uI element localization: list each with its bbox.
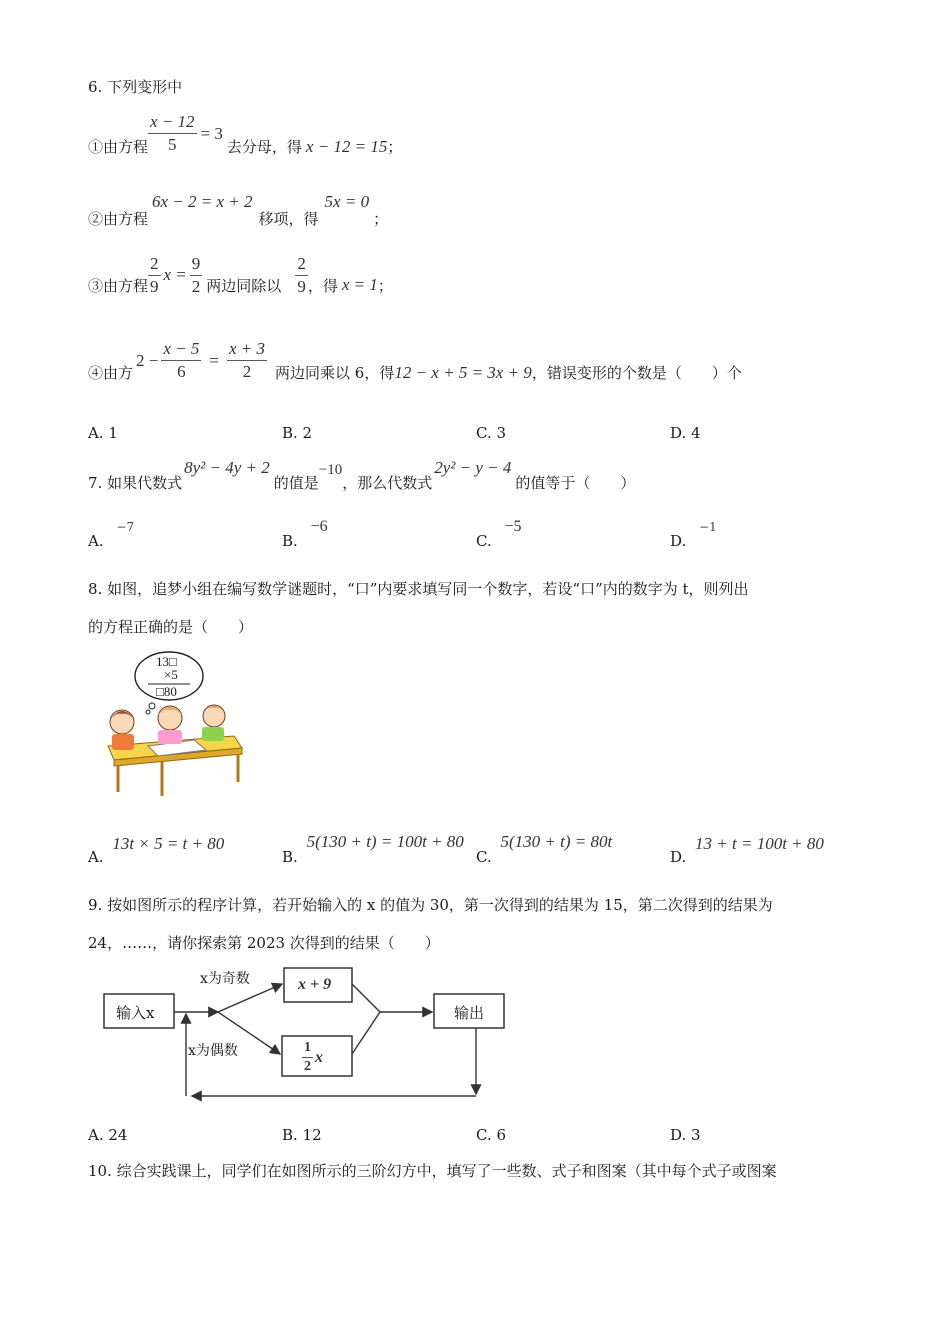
q9-even-var: x — [315, 1048, 323, 1066]
q6-item3-prefix: ③由方程 — [88, 276, 149, 295]
q7-pre: 7. 如果代数式 — [88, 474, 183, 492]
q8-bubble-line3: □80 — [156, 684, 177, 699]
q6-item3-frac2 — [190, 254, 203, 296]
q8-option-a[interactable] — [88, 834, 224, 866]
q6-stem: 6. 下列变形中 — [88, 78, 183, 96]
q8-option-c-value: 5(130 + t) = 80t — [500, 832, 613, 851]
q7-stem — [88, 458, 635, 493]
q6-item3-frac1 — [148, 254, 161, 296]
q6-item1-prefix: ①由方程 — [88, 138, 149, 156]
q9-odd-box: x + 9 — [298, 976, 332, 993]
q6-item3-mid2: ，得 — [307, 276, 338, 295]
q7-option-c[interactable] — [476, 518, 522, 550]
q7-option-d-value: −1 — [699, 520, 717, 534]
q6-item4-frac2 — [227, 339, 267, 381]
q6-item4-end: ，错误变形的个数是（ ）个 — [531, 364, 742, 382]
q9-even-box — [302, 1040, 323, 1075]
q8-line1: 8. 如图，追梦小组在编写数学谜题时，“口”内要求填写同一个数字，若设“口”内的数字为 t，则列出 — [88, 580, 749, 598]
q6-option-c[interactable]: C. 3 — [476, 424, 507, 442]
q9-flowchart — [100, 962, 520, 1112]
q6-item4-lead: 2 − — [136, 350, 159, 370]
q6-item4 — [88, 338, 742, 383]
q7-option-c-letter: C. — [476, 532, 492, 550]
q6-item3-f2-num: 9 — [190, 254, 203, 276]
q8-option-a-letter: A. — [88, 848, 104, 866]
q7-mid1: 的值是 — [273, 474, 319, 492]
q7-option-d[interactable] — [670, 520, 717, 550]
q6-item1-eq: = 3 — [200, 123, 223, 143]
q7-option-a[interactable] — [88, 520, 134, 550]
q6-item1-frac-den: 5 — [168, 135, 177, 154]
q9-option-c[interactable]: C. 6 — [476, 1126, 507, 1144]
q8-option-b-value: 5(130 + t) = 100t + 80 — [306, 832, 464, 851]
q6-item4-f2-num: x + 3 — [227, 339, 267, 361]
q7-end: 的值等于（ ） — [515, 474, 636, 492]
q7-option-b-letter: B. — [282, 532, 298, 550]
q6-item3-frac3 — [295, 254, 308, 296]
q9-odd-label: x为奇数 — [200, 971, 250, 987]
q7-option-a-value: −7 — [116, 520, 135, 534]
q8-option-c[interactable] — [476, 832, 612, 866]
q6-option-d[interactable]: D. 4 — [670, 424, 701, 442]
q9-line1: 9. 按如图所示的程序计算，若开始输入的 x 的值为 30，第一次得到的结果为 15，第二次得到的结果为 — [88, 896, 773, 914]
q7-value: −10 — [318, 462, 343, 478]
q6-item3-f1-num: 2 — [148, 254, 161, 276]
q8-line2: 的方程正确的是（ ） — [88, 618, 254, 636]
q8-option-d-letter: D. — [670, 848, 687, 866]
q6-item1-mid: 去分母，得 — [226, 138, 302, 156]
q8-option-d[interactable] — [670, 834, 824, 866]
q6-item1-end: ； — [387, 138, 403, 156]
q8-option-b[interactable] — [282, 832, 464, 866]
q9-even-den: 2 — [304, 1059, 311, 1075]
q6-item4-prefix: ④由方 — [88, 364, 134, 382]
q7-expr2: 2y² − y − 4 — [434, 458, 512, 477]
q6-item3-mid: 两边同除以 — [206, 276, 282, 295]
q8-illustration — [102, 650, 244, 800]
q6-item1-frac-num: x − 12 — [148, 112, 197, 134]
q8-option-c-letter: C. — [476, 848, 492, 866]
q6-item4-result: 12 − x + 5 = 3x + 9 — [394, 362, 532, 382]
q6-item4-f1-den: 6 — [177, 362, 186, 381]
q6-item1-fraction — [148, 112, 197, 154]
q6-item2-end: ； — [373, 210, 389, 228]
q8-option-a-value: 13t × 5 = t + 80 — [112, 834, 225, 853]
q6-item3-end: ； — [377, 276, 393, 295]
q7-option-c-value: −5 — [504, 518, 522, 535]
q6-item3-f2-den: 2 — [191, 276, 201, 296]
q9-input-box: 输入x — [116, 1004, 155, 1022]
q9-even-label: x为偶数 — [188, 1043, 238, 1059]
q10-line1: 10. 综合实践课上，同学们在如图所示的三阶幻方中，填写了一些数、式子和图案（其中每个式子或图案 — [88, 1162, 777, 1180]
q6-item4-eq: = — [209, 350, 219, 370]
q9-even-num: 1 — [302, 1040, 313, 1058]
q6-item2 — [88, 192, 388, 229]
q6-item4-frac1 — [161, 339, 201, 381]
q6-item4-f2-den: 2 — [242, 362, 252, 381]
q6-item3-x: x = — [163, 265, 187, 285]
q6-item3 — [88, 254, 393, 296]
q8-bubble-line2: ×5 — [164, 667, 178, 682]
q6-item4-f1-num: x − 5 — [161, 339, 201, 361]
q9-option-a[interactable]: A. 24 — [88, 1126, 128, 1144]
q8-bubble-line1: 13□ — [156, 654, 177, 669]
q6-item1-result: x − 12 = 15 — [305, 136, 388, 156]
q6-item3-result: x = 1 — [341, 275, 378, 295]
q7-expr1: 8y² − 4y + 2 — [184, 458, 270, 477]
q7-mid2: ，那么代数式 — [342, 474, 433, 492]
q6-item3-f3-den: 9 — [297, 276, 306, 296]
q7-option-d-letter: D. — [670, 532, 687, 550]
q6-item1 — [88, 110, 402, 157]
q6-item2-eq: 6x − 2 = x + 2 — [152, 192, 253, 211]
q6-option-b[interactable]: B. 2 — [282, 424, 313, 442]
q8-option-d-value: 13 + t = 100t + 80 — [695, 834, 824, 853]
q6-item3-f1-den: 9 — [150, 276, 159, 296]
q6-item2-mid: 移项，得 — [258, 210, 319, 228]
q6-item2-result: 5x = 0 — [324, 192, 370, 211]
q6-item2-prefix: ②由方程 — [88, 210, 149, 228]
q9-option-b[interactable]: B. 12 — [282, 1126, 322, 1144]
q7-option-b-value: −6 — [310, 518, 328, 535]
q9-line2: 24，……，请你探索第 2023 次得到的结果（ ） — [88, 934, 440, 952]
q9-option-d[interactable]: D. 3 — [670, 1126, 701, 1144]
q9-even-frac — [302, 1040, 313, 1075]
q8-option-b-letter: B. — [282, 848, 298, 866]
q9-output-box: 输出 — [454, 1004, 485, 1022]
q6-item3-f3-num: 2 — [295, 254, 308, 276]
q6-option-a[interactable]: A. 1 — [88, 424, 118, 442]
q6-item4-mid: 两边同乘以 6，得 — [275, 364, 395, 382]
q7-option-a-letter: A. — [88, 532, 104, 550]
q7-option-b[interactable] — [282, 518, 328, 550]
